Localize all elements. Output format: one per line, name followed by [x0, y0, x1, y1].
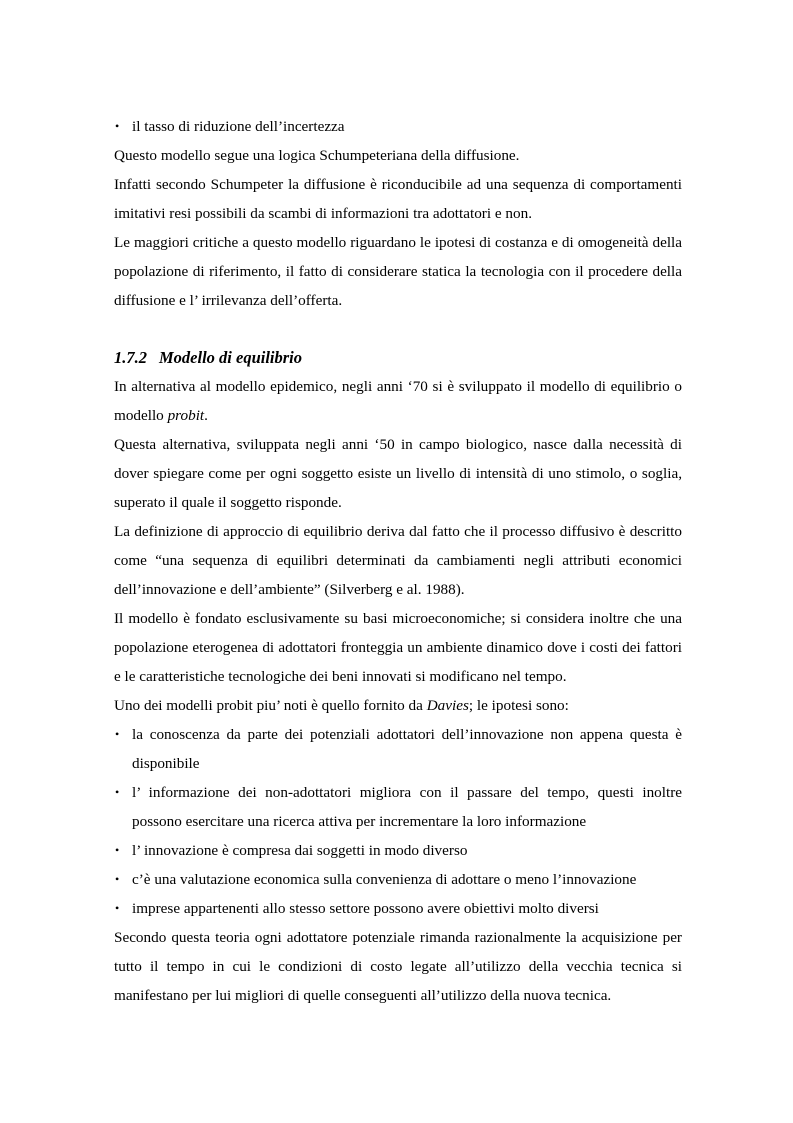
- list-item-text: il tasso di riduzione dell’incertezza: [132, 118, 345, 135]
- bullet-icon: •: [115, 785, 120, 799]
- bullet-icon: •: [115, 843, 120, 857]
- bullet-icon: •: [115, 872, 120, 886]
- section-number: 1.7.2: [114, 348, 147, 367]
- emphasis-term: Davies: [426, 697, 469, 714]
- hypotheses-list: [114, 720, 682, 923]
- paragraph: Infatti secondo Schumpeter la diffusione è riconducibile ad una sequenza di comportamenti imitativi resi possibili da scambi di informazioni tra adottatori e non.: [114, 176, 682, 222]
- section-title: Modello di equilibrio: [159, 348, 303, 367]
- emphasis-term: probit: [167, 407, 205, 424]
- section-heading: [114, 343, 682, 372]
- bullet-icon: •: [115, 727, 120, 741]
- list-item: [114, 778, 682, 836]
- list-item: [114, 865, 682, 894]
- list-item-text: imprese appartenenti allo stesso settore possono avere obiettivi molto diversi: [132, 900, 599, 917]
- paragraph: Secondo questa teoria ogni adottatore potenziale rimanda razionalmente la acquisizione per tutto il tempo in cui le condizioni di costo legate all’utilizzo della vecchia tecnica si manifestano per lui migliori di quelle conseguenti all’utilizzo della nuova tecnica.: [114, 929, 682, 1004]
- paragraph: Questa alternativa, sviluppata negli anni ‘50 in campo biologico, nasce dalla necessità di dover spiegare come per ogni soggetto esiste un livello di intensità di uno stimolo, o soglia, superato il quale il soggetto risponde.: [114, 436, 682, 511]
- list-item-text: la conoscenza da parte dei potenziali adottatori dell’innovazione non appena questa è disponibile: [132, 726, 682, 772]
- bullet-icon: •: [115, 119, 120, 133]
- paragraph: [114, 372, 682, 430]
- paragraph: Le maggiori critiche a questo modello riguardano le ipotesi di costanza e di omogeneità della popolazione di riferimento, il fatto di considerare statica la tecnologia con il procedere della diffusione e l’ irrilevanza dell’offerta.: [114, 234, 682, 309]
- paragraph-text: ; le ipotesi sono:: [468, 697, 569, 714]
- paragraph: Il modello è fondato esclusivamente su basi microeconomiche; si considera inoltre che una popolazione eterogenea di adottatori fronteggia un ambiente dinamico dove i costi dei fattori e le caratteristiche tecnologiche dei beni innovati si modificano nel tempo.: [114, 610, 682, 685]
- list-item-text: l’ informazione dei non-adottatori migliora con il passare del tempo, questi inoltre possono esercitare una ricerca attiva per incrementare la loro informazione: [132, 784, 682, 830]
- list-item: [114, 720, 682, 778]
- paragraph-text: In alternativa al modello epidemico, negli anni ‘70 si è sviluppato il modello di equilibrio o modello: [114, 378, 682, 424]
- list-item-text: c’è una valutazione economica sulla convenienza di adottare o meno l’innovazione: [132, 871, 637, 888]
- intro-bullet-list: [114, 112, 682, 141]
- paragraph-text: Uno dei modelli probit piu’ noti è quello fornito da: [114, 697, 427, 714]
- paragraph: La definizione di approccio di equilibrio deriva dal fatto che il processo diffusivo è descritto come “una sequenza di equilibri determinati da cambiamenti negli attributi economici dell’innovazione e dell’ambiente” (Silverberg e al. 1988).: [114, 523, 682, 598]
- bullet-icon: •: [115, 901, 120, 915]
- paragraph: Questo modello segue una logica Schumpeteriana della diffusione.: [114, 147, 520, 164]
- list-item: [114, 112, 682, 141]
- list-item: [114, 836, 682, 865]
- list-item-text: l’ innovazione è compresa dai soggetti in modo diverso: [132, 842, 468, 859]
- list-item: [114, 894, 682, 923]
- document-page: [114, 112, 682, 1010]
- paragraph: [114, 691, 682, 720]
- paragraph-punctuation: .: [204, 407, 208, 424]
